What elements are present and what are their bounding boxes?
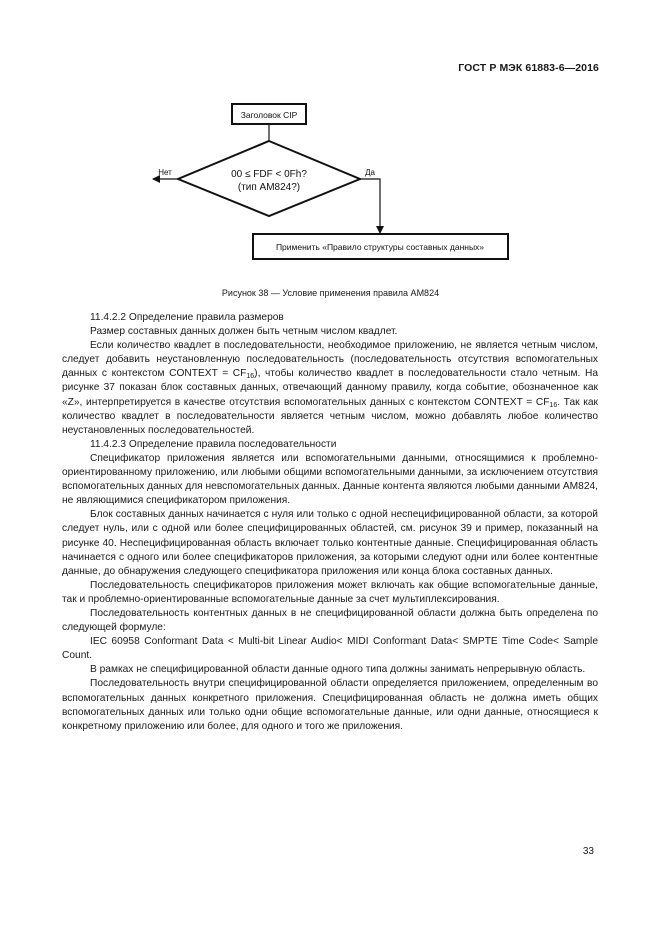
document-header: ГОСТ Р МЭК 61883-6—2016 bbox=[458, 62, 599, 74]
body-text bbox=[62, 311, 598, 734]
section-heading-size-rule: 11.4.2.2 Определение правила размеров bbox=[90, 312, 284, 323]
decision-line1: 00 ≤ FDF < 0Fh? bbox=[231, 169, 307, 180]
yes-arrow bbox=[360, 179, 380, 233]
paragraph: Последовательность контентных данных в не специфицированной области должна быть определена по следующей формуле: bbox=[62, 607, 598, 634]
page-number: 33 bbox=[582, 846, 594, 857]
action-box-label: Применить «Правило структуры составных данных» bbox=[275, 242, 485, 252]
paragraph: Блок составных данных начинается с нуля или только с одной неспецифицированной области, за которой следует нуль, или с одной или более специфицированных областей, см. рисунок 39 и пример, показанный на рисунке 40. Неспецифицированная область включает только контентные данные. Специфицированная область начинается с одного или более спецификаторов приложения, за которыми следуют одни или более контентные данные, до обнаружения следующего спецификатора приложения или конца блока составных данных. bbox=[62, 509, 598, 577]
paragraph: Спецификатор приложения является или вспомогательными данными, относящимися к проблемно-ориентированному приложению, или любыми общими вспомогательными данными, за исключением отсутствия вспомогательных данных для невспомогательных данных. Данные контента являются любыми данными AM824, не являющимися спецификатором приложения. bbox=[62, 452, 598, 507]
paragraph-context bbox=[62, 339, 598, 438]
text-run: Если количество квадлет в последовательности, необходимое приложению, не является четным числом, следует добавить неустановленную последовательность (последовательность отсутствия вспомогательных данных с контекстом CONTEXT = CF bbox=[62, 340, 598, 380]
paragraph: Последовательность внутри специфицированной области определяется приложением, определенным во вспомогательных данных конкретного приложения. Специфицированная область не должна иметь общих вспомогательных данных или только одни общие вспомогательные данные, или одни данные, относящиеся к конкретному приложению или более, для одного и того же приложения. bbox=[62, 678, 598, 732]
paragraph: Последовательность спецификаторов приложения может включать как общие вспомогательные данные, так и проблемно-ориентированные вспомогательные данные за счет мультиплексирования. bbox=[62, 579, 598, 605]
decision-line2: (тип AM824?) bbox=[237, 182, 301, 193]
flowchart bbox=[0, 0, 661, 280]
subscript: 16 bbox=[246, 373, 255, 381]
paragraph: Размер составных данных должен быть четным числом квадлет. bbox=[90, 326, 398, 338]
text-run: . Так как количество квадлет в последовательности является четным числом, можно добавлять любое количество неустановленных последовательностей. bbox=[62, 396, 598, 436]
subscript: 16 bbox=[549, 401, 558, 409]
no-label: Нет bbox=[158, 168, 172, 177]
text-run: ), чтобы количество квадлет в последовательности стало четным. На рисунке 37 показан блок составных данных, отвечающий данному правилу, когда событие, обозначенное как «Z», интерпретируется в качестве отсутствия вспомогательных данных с контекстом CONTEXT = CF bbox=[62, 368, 598, 408]
start-box-label: Заголовок CIP bbox=[240, 110, 298, 120]
formula-paragraph: IEC 60958 Conformant Data < Multi-bit Linear Audio< MIDI Conformant Data< SMPTE Time Code< Sample Count. bbox=[62, 636, 598, 662]
yes-label: Да bbox=[365, 168, 375, 177]
paragraph: В рамках не специфицированной области данные одного типа должны занимать непрерывную область. bbox=[90, 664, 586, 676]
figure-caption: Рисунок 38 — Условие применения правила AM824 bbox=[221, 288, 440, 298]
section-heading-sequence-rule: 11.4.2.3 Определение правила последовательности bbox=[90, 438, 337, 450]
